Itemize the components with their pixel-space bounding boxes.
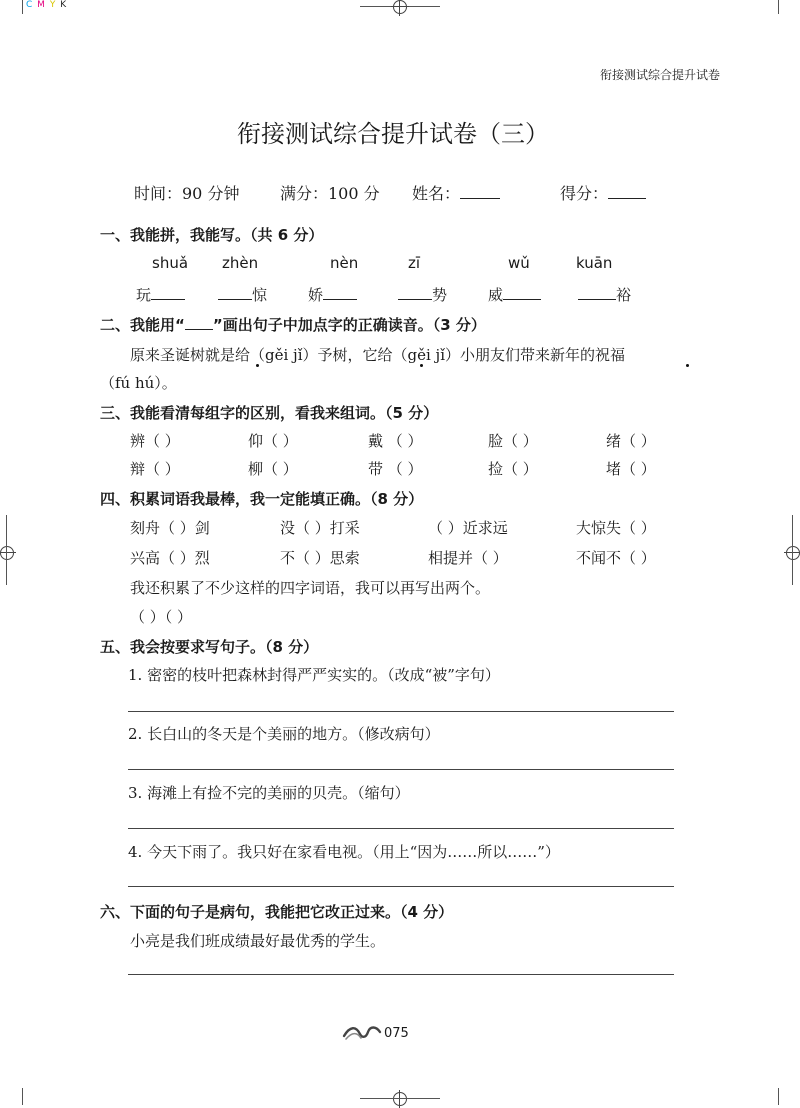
exam-time: 时间：90 分钟: [134, 184, 240, 203]
word-item-1: [136, 284, 185, 305]
word-char: 威: [488, 286, 504, 304]
pinyin-5: wǔ: [508, 254, 530, 272]
compare-word: 堵（ ）: [606, 460, 656, 478]
running-header: 衔接测试综合提升试卷: [599, 68, 720, 82]
emphasis-dot: [686, 364, 689, 367]
registration-mark-icon: [786, 546, 800, 560]
section-4-note: 我还积累了不少这样的四字词语，我可以再写出两个。: [130, 579, 491, 597]
answer-line[interactable]: [128, 769, 674, 770]
pinyin-1: shuǎ: [152, 254, 189, 272]
registration-mark-icon: [0, 546, 14, 560]
compare-word: 带 （ ）: [368, 460, 423, 478]
extra-idiom-blanks[interactable]: （ ）（ ）: [130, 608, 193, 626]
idiom-item: （ ）近求远: [428, 519, 508, 537]
faulty-sentence: 小亮是我们班成绩最好最优秀的学生。: [130, 932, 386, 950]
idiom-item: 没（ ）打采: [280, 519, 360, 537]
word-char: 玩: [136, 286, 152, 304]
idiom-item: 不（ ）思索: [280, 549, 360, 567]
word-item-6: [578, 284, 631, 305]
word-char: 惊: [252, 286, 268, 304]
crop-mark: [792, 515, 793, 585]
idiom-item: 刻舟（ ）剑: [130, 519, 210, 537]
score-field[interactable]: [608, 184, 646, 199]
sentence-question-3: 3. 海滩上有捡不完的美丽的贝壳。（缩句）: [128, 784, 410, 802]
answer-line[interactable]: [128, 828, 674, 829]
answer-line[interactable]: [128, 711, 674, 712]
compare-word: 戴 （ ）: [368, 432, 423, 450]
page-title: 衔接测试综合提升试卷（三）: [237, 120, 549, 148]
compare-word: 辨（ ）: [130, 432, 180, 450]
name-field[interactable]: [460, 184, 500, 199]
crop-mark: [6, 515, 7, 585]
word-item-4: [398, 284, 447, 305]
compare-word: 仰（ ）: [248, 432, 298, 450]
answer-blank[interactable]: [503, 285, 541, 300]
compare-word: 辩（ ）: [130, 460, 180, 478]
word-item-5: [488, 284, 541, 305]
crop-mark: [778, 1088, 779, 1105]
crop-mark: [22, 1088, 23, 1105]
answer-line[interactable]: [128, 974, 674, 975]
answer-blank[interactable]: [151, 285, 185, 300]
crop-mark: [778, 0, 779, 14]
sentence-question-2: 2. 长白山的冬天是个美丽的地方。（修改病句）: [128, 725, 440, 743]
answer-blank[interactable]: [398, 285, 432, 300]
emphasis-dot: [256, 364, 259, 367]
registration-mark-icon: [393, 1092, 407, 1106]
compare-word: 绪（ ）: [606, 432, 656, 450]
section-5-heading: 五、我会按要求写句子。（8 分）: [100, 638, 319, 656]
idiom-item: 相提并（ ）: [428, 549, 508, 567]
section-2-sentence-line-1: 原来圣诞树就是给（gěi jǐ）予树，它给（gěi jǐ）小朋友们带来新年的祝福: [130, 346, 625, 364]
score-label: [560, 181, 646, 204]
full-score: 满分：100 分: [280, 184, 380, 203]
wave-ornament-icon: [342, 1022, 382, 1042]
answer-blank[interactable]: [323, 285, 357, 300]
section-2-heading-tail: ”画出句子中加点字的正确读音。（3 分）: [212, 316, 486, 334]
pinyin-3: nèn: [330, 254, 359, 272]
section-4-heading: 四、积累词语我最棒，我一定能填正确。（8 分）: [100, 490, 424, 508]
idiom-item: 不闻不（ ）: [576, 549, 656, 567]
sentence-question-4: 4. 今天下雨了。我只好在家看电视。（用上“因为……所以……”）: [128, 843, 560, 861]
cmyk-c: C: [26, 0, 34, 10]
pinyin-2: zhèn: [222, 254, 259, 272]
underline-sample: [185, 317, 213, 330]
compare-word: 柳（ ）: [248, 460, 298, 478]
word-char: 裕: [616, 286, 632, 304]
idiom-item: 大惊失（ ）: [576, 519, 656, 537]
cmyk-y: Y: [49, 0, 57, 10]
pinyin-4: zī: [408, 254, 421, 272]
section-2-heading: [100, 314, 486, 335]
pinyin-6: kuān: [576, 254, 613, 272]
idiom-item: 兴高（ ）烈: [130, 549, 210, 567]
section-2-sentence-line-2: （fú hú）。: [100, 374, 177, 392]
answer-blank[interactable]: [578, 285, 616, 300]
word-char: 势: [432, 286, 448, 304]
crop-mark: [360, 1098, 440, 1099]
word-char: 娇: [308, 286, 324, 304]
cmyk-k: K: [60, 0, 68, 10]
section-3-heading: 三、我能看清每组字的区别，看我来组词。（5 分）: [100, 404, 439, 422]
name-label: [412, 181, 500, 204]
crop-mark: [22, 0, 23, 14]
word-item-2: [218, 284, 267, 305]
section-1-heading: 一、我能拼，我能写。（共 6 分）: [100, 226, 324, 244]
compare-word: 脸（ ）: [488, 432, 538, 450]
emphasis-dot: [420, 364, 423, 367]
registration-mark-icon: [393, 0, 407, 14]
score-label-text: 得分：: [560, 184, 609, 203]
answer-line[interactable]: [128, 886, 674, 887]
compare-word: 捡（ ）: [488, 460, 538, 478]
section-6-heading: 六、下面的句子是病句，我能把它改正过来。（4 分）: [100, 903, 454, 921]
name-label-text: 姓名：: [412, 184, 461, 203]
word-item-3: [308, 284, 357, 305]
sentence-question-1: 1. 密密的枝叶把森林封得严严实实的。（改成“被”字句）: [128, 666, 500, 684]
answer-blank[interactable]: [218, 285, 252, 300]
cmyk-color-bar: [26, 0, 67, 10]
page-number: 075: [384, 1026, 409, 1041]
cmyk-m: M: [37, 0, 46, 10]
section-2-heading-text: 二、我能用“: [100, 316, 185, 334]
